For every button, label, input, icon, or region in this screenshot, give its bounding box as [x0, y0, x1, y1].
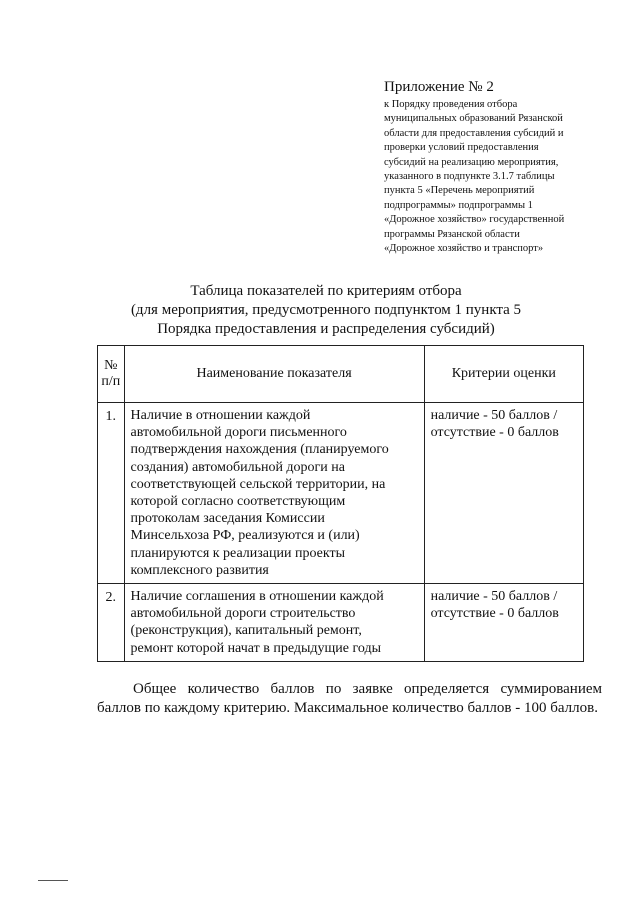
indicator-name: [124, 403, 424, 584]
appendix-block: [384, 78, 616, 256]
criteria-line: наличие - 50 баллов /: [430, 408, 558, 423]
appendix-line: пункта 5 «Перечень мероприятий: [384, 185, 535, 197]
table-row: [98, 584, 584, 662]
table-title-line: Порядка предоставления и распределения субсидий): [157, 321, 495, 337]
footer-divider: [38, 880, 68, 881]
summary-text: Общее количество баллов по заявке определяется суммированием баллов по каждому критерию. Максимальное количество баллов - 100 баллов.: [97, 681, 602, 716]
table-title: [100, 282, 552, 339]
appendix-line: субсидий на реализацию мероприятия,: [384, 156, 559, 168]
appendix-line: «Дорожное хозяйство» государственной: [384, 214, 565, 226]
header-indicator-name: Наименование показателя: [124, 346, 424, 403]
indicator-line: комплексного развития: [130, 562, 269, 578]
indicator-name: [124, 584, 424, 662]
table-header-row: [98, 346, 584, 403]
indicator-line: планируются к реализации проекты: [130, 545, 345, 561]
indicator-line: Наличие в отношении каждой: [130, 408, 311, 423]
evaluation-criteria: [424, 403, 583, 584]
row-number: 2.: [98, 584, 125, 662]
appendix-line: программы Рязанской области: [384, 228, 520, 240]
table-title-line: Таблица показателей по критериям отбора: [190, 283, 462, 299]
appendix-line: проверки условий предоставления: [384, 142, 539, 154]
row-number: 1.: [98, 403, 125, 584]
table-title-line: (для мероприятия, предусмотренного подпунктом 1 пункта 5: [130, 302, 522, 318]
criteria-table: [97, 345, 584, 662]
summary-paragraph: [97, 680, 602, 718]
criteria-line: отсутствие - 0 баллов: [430, 606, 559, 622]
criteria-line: наличие - 50 баллов /: [430, 589, 558, 605]
appendix-line: подпрограммы» подпрограммы 1: [384, 199, 533, 211]
criteria-line: отсутствие - 0 баллов: [430, 425, 559, 441]
header-number-sign: №: [104, 358, 118, 373]
appendix-line: к Порядку проведения отбора: [384, 99, 518, 110]
indicator-line: автомобильной дороги письменного: [130, 425, 347, 441]
indicator-line: создания) автомобильной дороги на: [130, 459, 345, 475]
header-criteria: Критерии оценки: [424, 346, 583, 403]
indicator-line: (реконструкция), капитальный ремонт,: [130, 623, 362, 639]
indicator-line: подтверждения нахождения (планируемого: [130, 442, 389, 458]
appendix-line: указанного в подпункте 3.1.7 таблицы: [384, 171, 555, 183]
indicator-line: соответствующей сельской территории, на: [130, 476, 386, 492]
evaluation-criteria: [424, 584, 583, 662]
indicator-line: ремонт которой начат в предыдущие годы: [130, 640, 382, 656]
header-number: [98, 346, 125, 403]
appendix-title: Приложение № 2: [384, 79, 494, 95]
table-row: [98, 403, 584, 584]
appendix-line: «Дорожное хозяйство и транспорт»: [384, 243, 544, 255]
indicator-line: автомобильной дороги строительство: [130, 606, 356, 622]
indicator-line: протоколам заседания Комиссии: [130, 511, 325, 527]
appendix-line: муниципальных образований Рязанской: [384, 113, 563, 125]
indicator-line: Минсельхоза РФ, реализуются и (или): [130, 528, 360, 544]
header-number-abbr: п/п: [101, 374, 121, 389]
indicator-line: которой согласно соответствующим: [130, 494, 346, 510]
appendix-line: области для предоставления субсидий и: [384, 127, 564, 139]
indicator-line: Наличие соглашения в отношении каждой: [130, 589, 384, 605]
